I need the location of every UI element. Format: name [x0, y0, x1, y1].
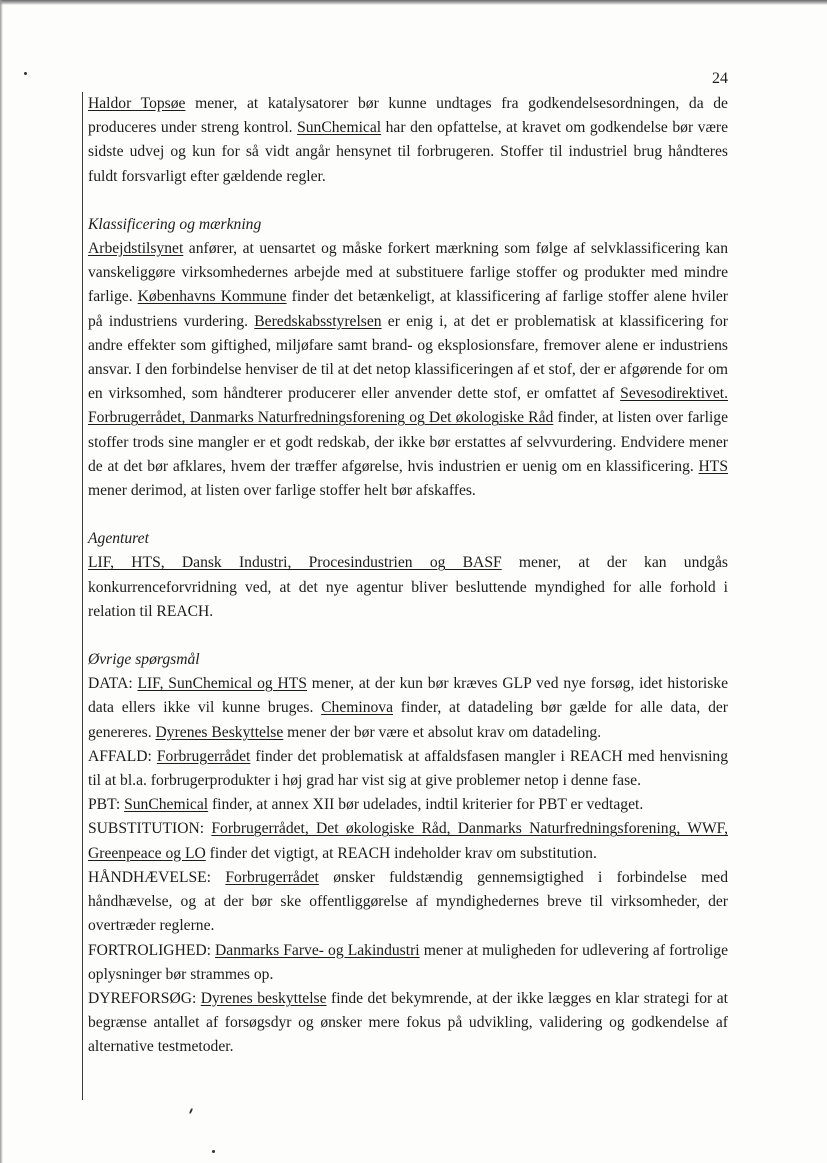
paragraph-agenturet	[88, 551, 728, 624]
text: finder, at listen over farlige stoffer trods sine mangler er et godt redskab, der ikke bør erstattes af selvvurdering. Endvidere mener de at det bør afklares, hvem der træffer afgørelse, hvis industrien er uenig om en klassificering.	[88, 409, 729, 475]
paragraph-pbt	[88, 793, 728, 817]
scan-speck	[212, 1150, 215, 1153]
scan-edge-left	[0, 0, 3, 1163]
topic-label: SUBSTITUTION:	[88, 820, 212, 838]
org-name: SunChemical	[124, 796, 209, 814]
document-body	[88, 92, 728, 1060]
paragraph-data	[88, 672, 728, 745]
text: mener, at der kun bør kræves GLP ved nye forsøg, idet historiske data ellers ikke vil kunne bruges.	[88, 675, 729, 717]
org-name: LIF, SunChemical og HTS	[137, 675, 307, 693]
topic-label: PBT:	[88, 796, 125, 814]
paragraph-affald	[88, 745, 728, 793]
spacer	[88, 189, 728, 213]
text: mener, at katalysatorer bør kunne undtages fra godkendelsesordningen, da de produceres under streng kontrol.	[88, 95, 728, 137]
org-name: Sevesodirektivet. Forbrugerrådet, Danmarks Naturfredningsforening og Det økologiske Råd	[88, 385, 728, 427]
org-name: Københavns Kommune	[137, 288, 287, 306]
org-name: Danmarks Farve- og Lakindustri	[215, 941, 420, 959]
org-name: Forbrugerrådet	[225, 868, 319, 886]
org-name: Beredskabsstyrelsen	[254, 312, 382, 330]
margin-rule	[82, 92, 83, 1100]
text: finder, at datadeling bør gælde for alle data, der genereres.	[88, 699, 728, 741]
paragraph-dyreforsoeg	[88, 987, 728, 1060]
scan-speck	[24, 72, 27, 75]
topic-label: HÅNDHÆVELSE:	[88, 868, 226, 886]
paragraph-intro	[88, 92, 728, 189]
page-number: 24	[712, 70, 728, 87]
spacer	[88, 503, 728, 527]
text: finde det bekymrende, at der ikke lægges en klar strategi for at begrænse antallet af forsøgsdyr og ønsker mere fokus på udvikling, validering og godkendelse af alternative testmetoder.	[88, 989, 728, 1056]
org-name: Cheminova	[321, 699, 394, 717]
text: mener derimod, at listen over farlige stoffer helt bør afskaffes.	[88, 482, 476, 500]
org-name: Forbrugerrådet	[156, 747, 251, 765]
paragraph-klassificering	[88, 237, 728, 503]
text: finder, at annex XII bør udelades, indtil kriterier for PBT er vedtaget.	[208, 796, 644, 814]
text: mener der bør være et absolut krav om datadeling.	[283, 723, 602, 741]
org-name: Forbrugerrådet, Det økologiske Råd, Danmarks Naturfredningsforening, WWF, Greenpeace og LO	[88, 820, 729, 862]
paragraph-fortrolighed	[88, 939, 728, 987]
text: anfører, at uensartet og måske forkert mærkning som følge af selvklassificering kan vanskeliggøre virksomhedernes arbejde med at substituere farlige stoffer og produkter med mindre farlige.	[88, 240, 728, 306]
text: er enig i, at det er problematisk at klassificering for andre effekter som giftighed, miljøfare samt brand- og eksplosionsfare, fremover alene er industriens ansvar. I den forbindelse henviser de til at det netop klassificeringen af et stof, der er afgørende for om en virksomhed, som håndterer producerer eller anvender dette stof, er omfattet af	[88, 312, 728, 403]
org-name: SunChemical	[297, 119, 382, 137]
section-heading-ovrige: Øvrige spørgsmål	[88, 651, 200, 669]
org-name: Dyrenes beskyttelse	[200, 989, 327, 1007]
topic-label: FORTROLIGHED:	[88, 941, 216, 959]
paragraph-substitution	[88, 817, 728, 865]
paragraph-haandhaevelse	[88, 866, 728, 939]
topic-label: AFFALD:	[88, 747, 157, 765]
org-name: Arbejdstilsynet	[88, 240, 184, 258]
topic-label: DYREFORSØG:	[88, 989, 201, 1007]
section-heading-agenturet: Agenturet	[88, 530, 149, 548]
text: finder det vigtigt, at REACH indeholder krav om substitution.	[205, 844, 597, 862]
text: finder det betænkeligt, at klassificering af farlige stoffer alene hviler på industriens vurdering.	[88, 288, 728, 330]
spacer	[88, 624, 728, 648]
org-name: LIF, HTS, Dansk Industri, Procesindustrien og BASF	[88, 554, 502, 572]
text: mener, at der kan undgås konkurrenceforvridning ved, at det nye agentur bliver besluttende myndighed for alle forhold i relation til REACH.	[88, 554, 728, 620]
text: finder det problematisk at affaldsfasen mangler i REACH med henvisning til at bl.a. forbrugerprodukter i høj grad har vist sig at give problemer netop i denne fase.	[88, 747, 728, 790]
org-name: Dyrenes Beskyttelse	[155, 723, 284, 741]
scan-edge-top	[0, 0, 827, 5]
org-name: Haldor Topsøe	[88, 95, 186, 112]
scan-speck	[189, 1108, 193, 1114]
text: ønsker fuldstændig gennemsigtighed i forbindelse med håndhævelse, og at der bør ske offentliggørelse af myndighedernes breve til virksomheder, der overtræder reglerne.	[88, 868, 728, 935]
org-name: HTS	[698, 457, 728, 475]
topic-label: DATA:	[88, 675, 138, 693]
text: har den opfattelse, at kravet om godkendelse bør være sidste udvej og kun for så vidt angår hensynet til forbrugeren. Stoffer til industriel brug håndteres fuldt forsvarligt efter gældende regler.	[88, 119, 728, 185]
text: mener at muligheden for udlevering af fortrolige oplysninger bør strammes op.	[88, 941, 729, 983]
section-heading-klassificering: Klassificering og mærkning	[88, 215, 262, 233]
